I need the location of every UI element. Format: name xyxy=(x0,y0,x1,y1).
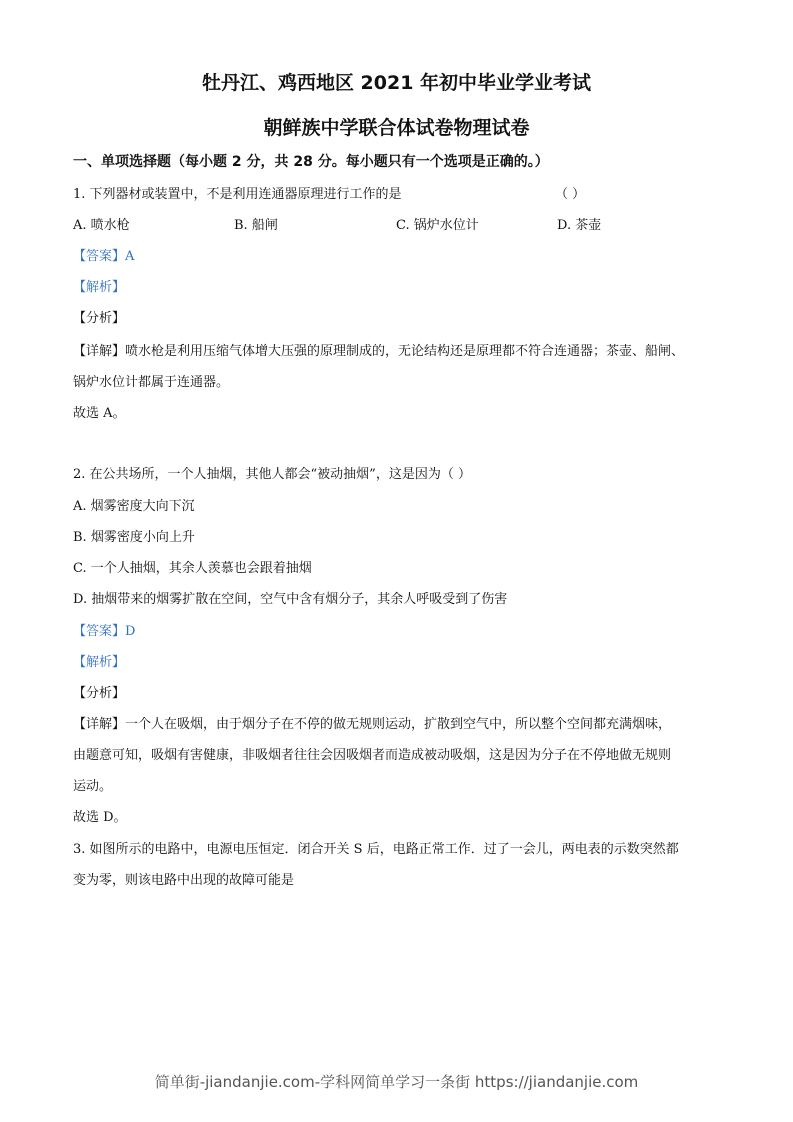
q2-answer: 【答案】D xyxy=(73,624,136,639)
q1-option-a: A. 喷水枪 xyxy=(73,218,130,233)
q1-fenxi-label: 【分析】 xyxy=(73,311,126,326)
q1-detail-line-1: 【详解】喷水枪是利用压缩气体增大压强的原理制成的，无论结构还是原理都不符合连通器；茶壶、船闸、 xyxy=(73,344,685,359)
q2-option-a: A. 烟雾密度大向下沉 xyxy=(73,499,195,514)
q1-jiexi-label: 【解析】 xyxy=(73,280,126,295)
q2-option-c: C. 一个人抽烟，其余人羡慕也会跟着抽烟 xyxy=(73,561,312,576)
title-line-1: 牡丹江、鸡西地区 2021 年初中毕业学业考试 xyxy=(201,72,592,94)
title-line-2: 朝鲜族中学联合体试卷物理试卷 xyxy=(263,117,530,139)
q2-option-b: B. 烟雾密度小向上升 xyxy=(73,530,195,545)
q1-answer-paren: （ ） xyxy=(555,187,586,202)
q2-jiexi-label: 【解析】 xyxy=(73,655,126,670)
q1-conclusion: 故选 A。 xyxy=(73,406,126,421)
q2-conclusion: 故选 D。 xyxy=(73,810,127,825)
q2-detail-line-2: 由题意可知，吸烟有害健康，非吸烟者往往会因吸烟者而造成被动吸烟，这是因为分子在不停地做无规则 xyxy=(73,748,672,763)
q1-detail-line-2: 锅炉水位计都属于连通器。 xyxy=(73,375,230,390)
q2-fenxi-label: 【分析】 xyxy=(73,686,126,701)
section-heading: 一、单项选择题（每小题 2 分，共 28 分。每小题只有一个选项是正确的。） xyxy=(73,154,549,170)
q2-detail-line-3: 运动。 xyxy=(73,779,113,794)
q1-option-d: D. 茶壶 xyxy=(557,218,602,233)
footer-watermark: 简单街-jiandanjie.com-学科网简单学习一条街 https://jiandanjie.com xyxy=(154,1073,639,1091)
q2-option-d: D. 抽烟带来的烟雾扩散在空间，空气中含有烟分子，其余人呼吸受到了伤害 xyxy=(73,592,508,607)
q1-stem: 1. 下列器材或装置中，不是利用连通器原理进行工作的是 xyxy=(73,187,402,202)
q1-answer: 【答案】A xyxy=(73,249,135,264)
q3-stem-line-1: 3. 如图所示的电路中，电源电压恒定．闭合开关 S 后，电路正常工作．过了一会儿，两电表的示数突然都 xyxy=(73,842,679,857)
q1-option-b: B. 船闸 xyxy=(234,218,278,233)
q2-detail-line-1: 【详解】一个人在吸烟，由于烟分子在不停的做无规则运动，扩散到空气中，所以整个空间都充满烟味， xyxy=(73,717,672,732)
q1-option-c: C. 锅炉水位计 xyxy=(396,218,479,233)
q3-stem-line-2: 变为零，则该电路中出现的故障可能是 xyxy=(73,873,295,888)
q2-stem: 2. 在公共场所，一个人抽烟，其他人都会“被动抽烟”，这是因为（ ） xyxy=(73,467,471,482)
